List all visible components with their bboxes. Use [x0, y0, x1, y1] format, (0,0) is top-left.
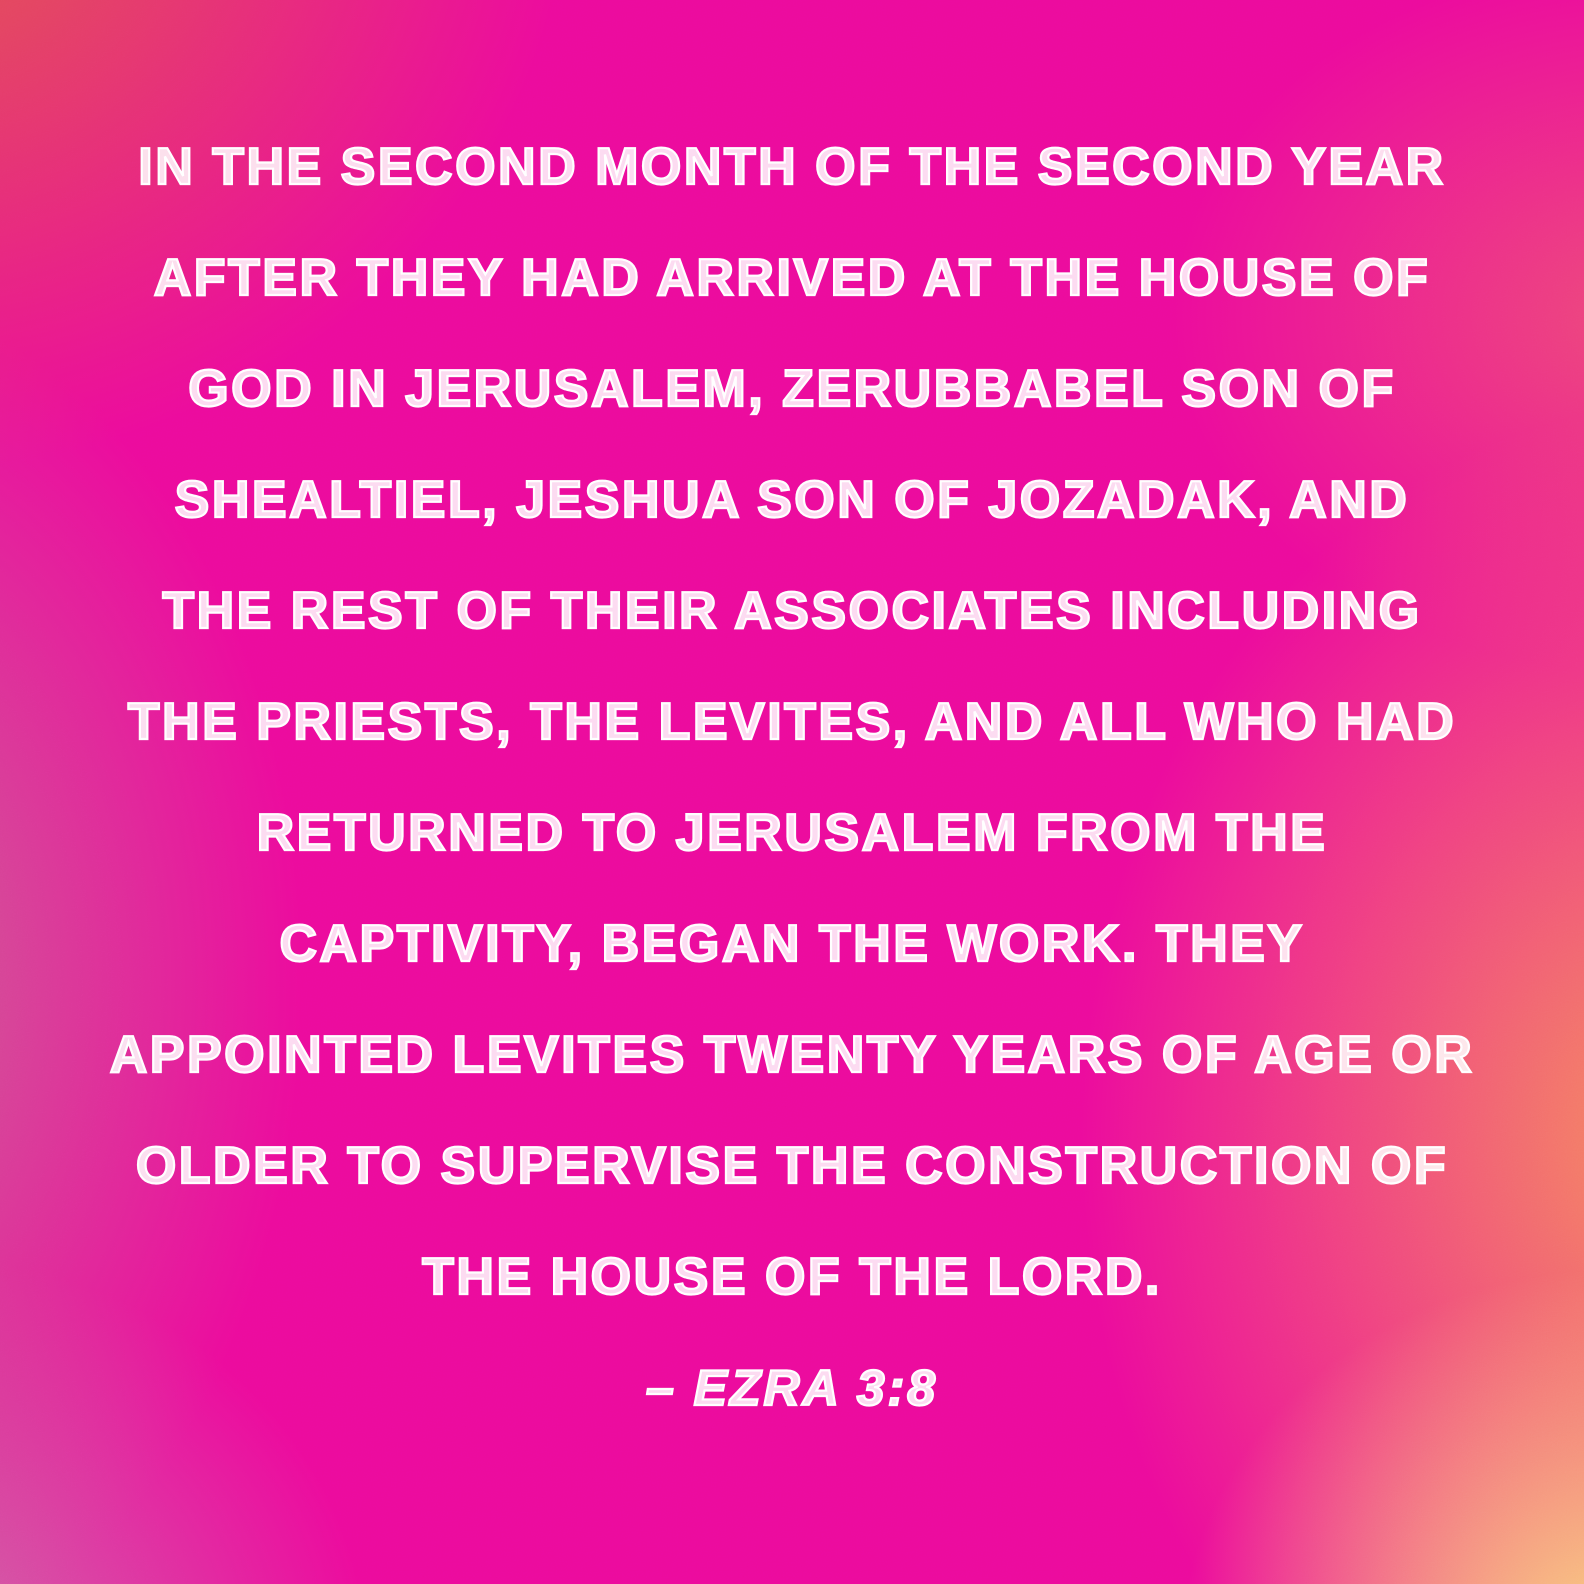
verse-line: THE PRIESTS, THE LEVITES, AND ALL WHO HAD	[127, 693, 1457, 751]
verse-line: CAPTIVITY, BEGAN THE WORK. THEY	[279, 915, 1305, 973]
verse-line: SHEALTIEL, JESHUA SON OF JOZADAK, AND	[174, 471, 1410, 529]
verse-reference: – EZRA 3:8	[645, 1360, 939, 1416]
verse-line: AFTER THEY HAD ARRIVED AT THE HOUSE OF	[153, 249, 1431, 307]
verse-line: OLDER TO SUPERVISE THE CONSTRUCTION OF	[135, 1137, 1449, 1195]
verse-line: IN THE SECOND MONTH OF THE SECOND YEAR	[138, 138, 1446, 196]
verse-line: GOD IN JERUSALEM, ZERUBBABEL SON OF	[188, 360, 1396, 418]
verse-line: THE HOUSE OF THE LORD.	[422, 1248, 1162, 1306]
verse-line: THE REST OF THEIR ASSOCIATES INCLUDING	[162, 582, 1422, 640]
verse-line: APPOINTED LEVITES TWENTY YEARS OF AGE OR	[109, 1026, 1475, 1084]
verse-line: RETURNED TO JERUSALEM FROM THE	[256, 804, 1328, 862]
